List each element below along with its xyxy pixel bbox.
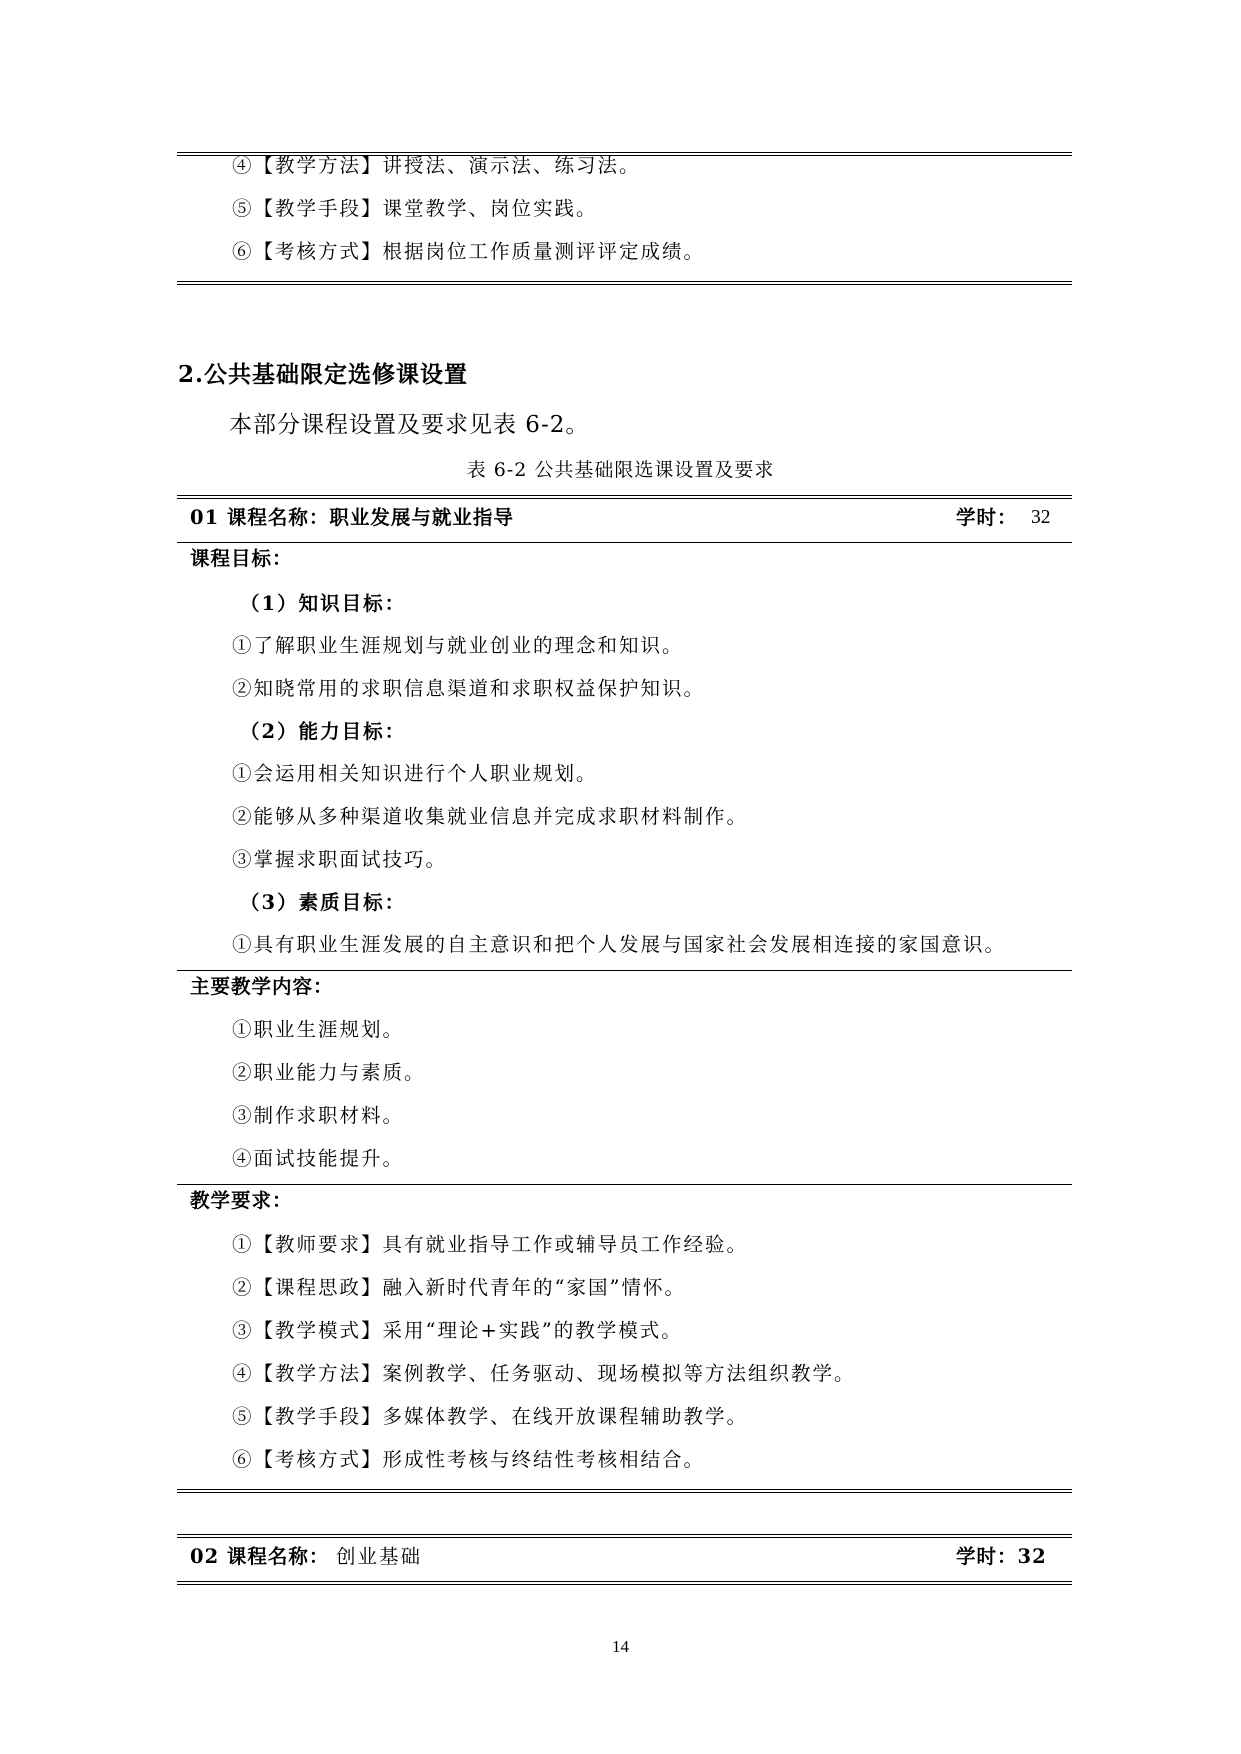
section-intro: 本部分课程设置及要求见表 6-2。 bbox=[229, 412, 590, 438]
content-rule bbox=[177, 1184, 1072, 1185]
course2-name-value: 创业基础 bbox=[336, 1545, 423, 1568]
quality-item: ①具有职业生涯发展的自主意识和把个人发展与国家社会发展相连接的家国意识。 bbox=[232, 933, 1007, 956]
course1-top-rule bbox=[177, 495, 1072, 499]
content-heading: 主要教学内容： bbox=[190, 975, 334, 998]
ability-heading: （2）能力目标： bbox=[240, 720, 407, 743]
ability-item: ②能够从多种渠道收集就业信息并完成求职材料制作。 bbox=[232, 805, 749, 828]
ability-item: ①会运用相关知识进行个人职业规划。 bbox=[232, 762, 598, 785]
requirement-item: ④【教学方法】案例教学、任务驱动、现场模拟等方法组织教学。 bbox=[232, 1362, 856, 1385]
ability-item: ③掌握求职面试技巧。 bbox=[232, 848, 448, 871]
content-item: ①职业生涯规划。 bbox=[232, 1018, 405, 1041]
course2-hours: 学时：32 bbox=[956, 1545, 1047, 1568]
table-bottom-rule bbox=[177, 281, 1072, 285]
course1-header-rule bbox=[177, 542, 1072, 543]
course1-hours-label: 学时： bbox=[956, 506, 1018, 529]
goals-rule bbox=[177, 970, 1072, 971]
knowledge-item: ②知晓常用的求职信息渠道和求职权益保护知识。 bbox=[232, 677, 706, 700]
knowledge-item: ①了解职业生涯规划与就业创业的理念和知识。 bbox=[232, 634, 684, 657]
course2-bottom-rule bbox=[177, 1581, 1072, 1585]
knowledge-heading: （1）知识目标： bbox=[240, 592, 407, 615]
requirement-item: ⑥【考核方式】形成性考核与终结性考核相结合。 bbox=[232, 1448, 706, 1471]
course2-top-rule bbox=[177, 1534, 1072, 1538]
requirements-heading: 教学要求： bbox=[190, 1189, 293, 1212]
prev-item-methods: ④【教学方法】讲授法、演示法、练习法。 bbox=[232, 154, 641, 177]
prev-item-means: ⑤【教学手段】课堂教学、岗位实践。 bbox=[232, 197, 598, 220]
page-number: 14 bbox=[612, 1637, 629, 1656]
goals-heading: 课程目标： bbox=[190, 547, 293, 570]
requirement-item: ⑤【教学手段】多媒体教学、在线开放课程辅助教学。 bbox=[232, 1405, 749, 1428]
quality-heading: （3）素质目标： bbox=[240, 891, 407, 914]
content-item: ③制作求职材料。 bbox=[232, 1104, 405, 1127]
content-item: ②职业能力与素质。 bbox=[232, 1061, 426, 1084]
section-title: 2.公共基础限定选修课设置 bbox=[178, 361, 469, 388]
course2-name-label: 02 课程名称： bbox=[190, 1545, 330, 1568]
requirement-item: ①【教师要求】具有就业指导工作或辅导员工作经验。 bbox=[232, 1233, 749, 1256]
course1-bottom-rule bbox=[177, 1489, 1072, 1493]
course1-name: 01 课程名称：职业发展与就业指导 bbox=[190, 506, 514, 529]
course1-hours-value: 32 bbox=[1031, 507, 1051, 528]
requirement-item: ②【课程思政】融入新时代青年的“家国”情怀。 bbox=[232, 1276, 686, 1299]
prev-item-assessment: ⑥【考核方式】根据岗位工作质量测评评定成绩。 bbox=[232, 240, 706, 263]
requirement-item: ③【教学模式】采用“理论+实践”的教学模式。 bbox=[232, 1319, 683, 1342]
table-caption: 表 6-2 公共基础限选课设置及要求 bbox=[466, 459, 775, 481]
content-item: ④面试技能提升。 bbox=[232, 1147, 405, 1170]
